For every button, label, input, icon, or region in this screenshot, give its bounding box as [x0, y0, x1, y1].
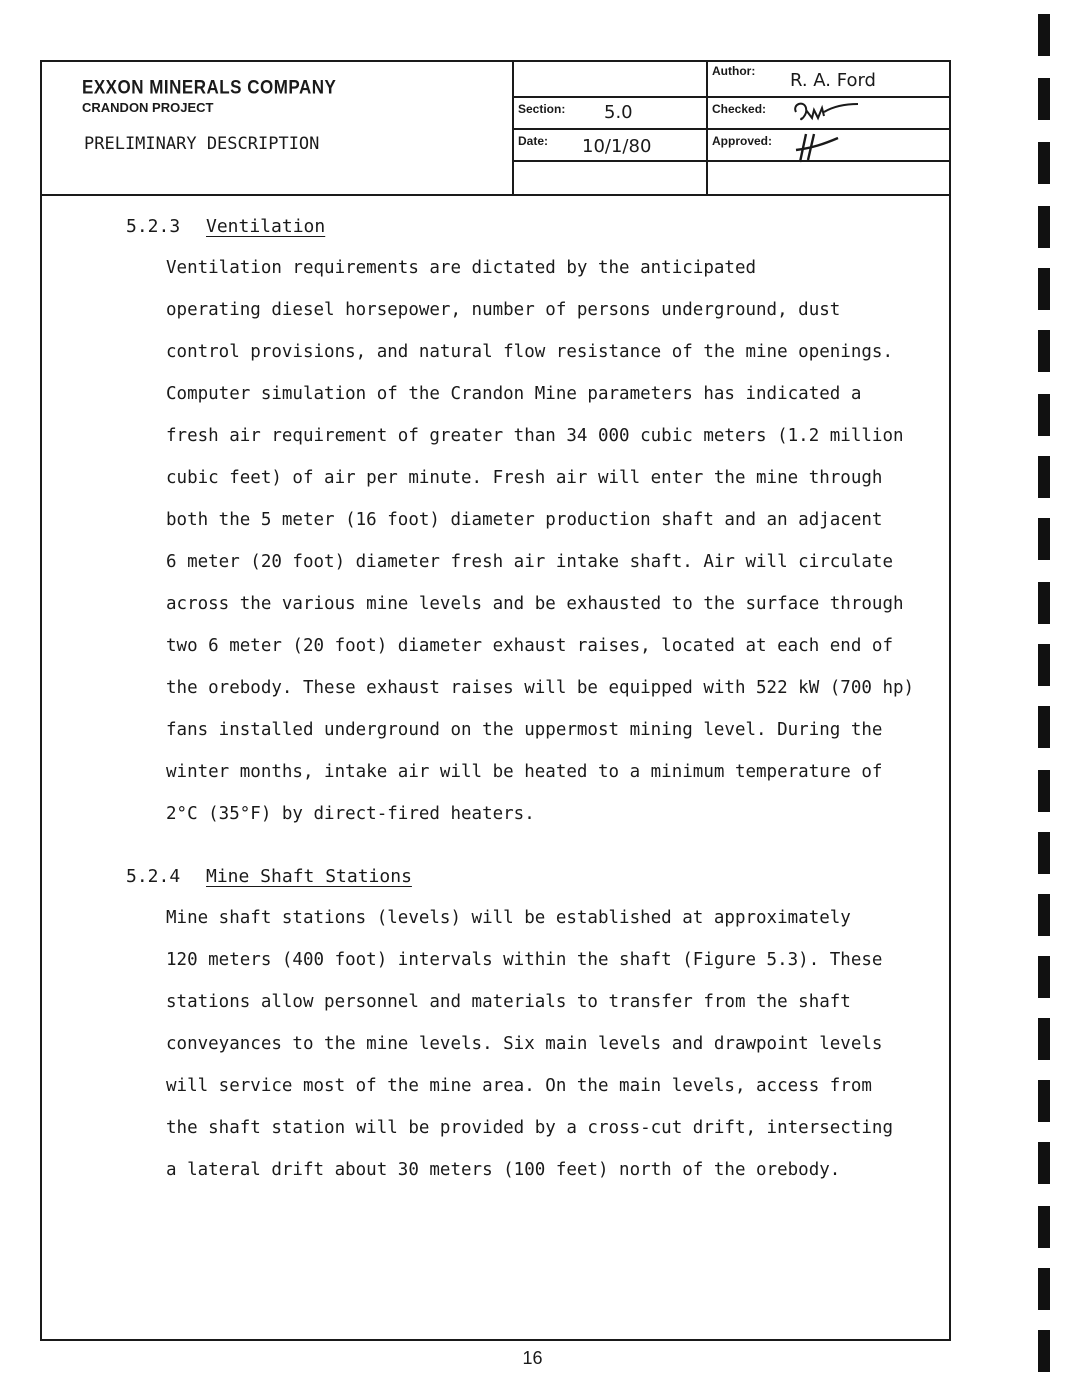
section-number: 5.2.4	[126, 866, 181, 887]
binder-hole	[1038, 330, 1050, 372]
section-value: 5.0	[604, 102, 633, 123]
section-number: 5.2.3	[126, 216, 181, 237]
text-line: will service most of the mine area. On the main levels, access from	[166, 1076, 872, 1096]
section-heading-mine-shaft-stations	[126, 866, 412, 887]
document-frame	[40, 60, 951, 1341]
text-line: operating diesel horsepower, number of persons underground, dust	[166, 300, 841, 320]
page-number: 16	[522, 1348, 543, 1368]
text-line: a lateral drift about 30 meters (100 feet) north of the orebody.	[166, 1160, 841, 1180]
binder-hole	[1038, 894, 1050, 936]
binder-hole-strip	[1038, 0, 1050, 1380]
date-value: 10/1/80	[582, 136, 652, 157]
text-line: Ventilation requirements are dictated by the anticipated	[166, 258, 757, 278]
binder-hole	[1038, 706, 1050, 748]
section-title: Ventilation	[206, 216, 326, 237]
text-line: 2°C (35°F) by direct-fired heaters.	[166, 804, 535, 824]
binder-hole	[1038, 956, 1050, 998]
approved-label: Approved:	[712, 134, 772, 148]
binder-hole	[1038, 142, 1050, 184]
binder-hole	[1038, 206, 1050, 248]
checked-label: Checked:	[712, 102, 767, 116]
binder-hole	[1038, 456, 1050, 498]
binder-hole	[1038, 518, 1050, 560]
binder-hole	[1038, 14, 1050, 56]
text-line: cubic feet) of air per minute. Fresh air will enter the mine through	[166, 468, 883, 488]
text-line: the orebody. These exhaust raises will be equipped with 522 kW (700 hp)	[166, 678, 915, 698]
approved-initials-signature	[792, 130, 852, 164]
binder-hole	[1038, 268, 1050, 310]
text-line: the shaft station will be provided by a cross-cut drift, intersecting	[166, 1118, 893, 1138]
section-heading-ventilation	[126, 216, 325, 237]
section-title: Mine Shaft Stations	[206, 866, 412, 887]
text-line: fresh air requirement of greater than 34 000 cubic meters (1.2 million	[166, 426, 904, 446]
text-line: two 6 meter (20 foot) diameter exhaust raises, located at each end of	[166, 636, 893, 656]
binder-hole	[1038, 78, 1050, 120]
text-line: both the 5 meter (16 foot) diameter production shaft and an adjacent	[166, 510, 883, 530]
text-line: Mine shaft stations (levels) will be established at approximately	[166, 908, 851, 928]
section-label: Section:	[518, 102, 566, 116]
date-label: Date:	[518, 134, 549, 148]
binder-hole	[1038, 582, 1050, 624]
text-line: winter months, intake air will be heated to a minimum temperature of	[166, 762, 883, 782]
title-block	[42, 62, 949, 196]
text-line: 120 meters (400 foot) intervals within the shaft (Figure 5.3). These	[166, 950, 883, 970]
text-line: Computer simulation of the Crandon Mine parameters has indicated a	[166, 384, 862, 404]
document-type: PRELIMINARY DESCRIPTION	[84, 134, 320, 154]
binder-hole	[1038, 1268, 1050, 1310]
text-line: control provisions, and natural flow resistance of the mine openings.	[166, 342, 893, 362]
text-line: fans installed underground on the uppermost mining level. During the	[166, 720, 883, 740]
binder-hole	[1038, 1080, 1050, 1122]
author-value: R. A. Ford	[790, 70, 876, 91]
binder-hole	[1038, 1018, 1050, 1060]
binder-hole	[1038, 832, 1050, 874]
text-line: 6 meter (20 foot) diameter fresh air intake shaft. Air will circulate	[166, 552, 893, 572]
author-label: Author:	[712, 64, 756, 78]
binder-hole	[1038, 644, 1050, 686]
binder-hole	[1038, 1142, 1050, 1184]
checked-initials-signature	[790, 98, 862, 128]
text-line: across the various mine levels and be exhausted to the surface through	[166, 594, 904, 614]
binder-hole	[1038, 1206, 1050, 1248]
company-name: EXXON MINERALS COMPANY	[82, 76, 337, 98]
text-line: stations allow personnel and materials to transfer from the shaft	[166, 992, 851, 1012]
binder-hole	[1038, 770, 1050, 812]
binder-hole	[1038, 394, 1050, 436]
info-grid	[512, 62, 951, 194]
binder-hole	[1038, 1330, 1050, 1372]
text-line: conveyances to the mine levels. Six main levels and drawpoint levels	[166, 1034, 883, 1054]
project-name: CRANDON PROJECT	[82, 100, 214, 115]
